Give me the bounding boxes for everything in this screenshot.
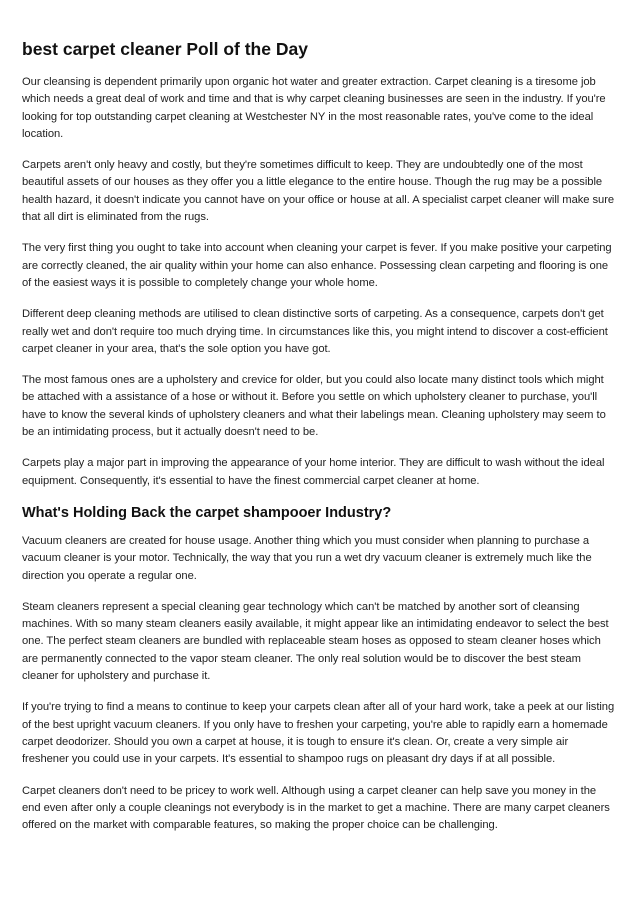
paragraph-carpet-upkeep: Carpets aren't only heavy and costly, but they're sometimes difficult to keep. They are undoubtedly one of the most beautiful assets of our houses as they offer you a little elegance to the entire house. Though the rug may be a possible health hazard, it doesn't indicate you cannot have on your office or house at all. A specialist carpet cleaner will make sure that all dirt is eliminated from the rugs. xyxy=(22,159,615,224)
paragraph-steam-cleaners: Steam cleaners represent a special cleaning gear technology which can't be matched by another sort of cleansing machines. With so many steam cleaners easily available, it might appear like an intimidating endeavor to select the best one. The perfect steam cleaners are bundled with replaceable steam hoses as opposed to steam cleaner hoses which are permanently connected to the vapor steam cleaner. The only real solution would be to discover the best steam cleaner for upholstery and purchase it. xyxy=(22,600,609,683)
paragraph-upholstery-tools: The most famous ones are a upholstery and crevice for older, but you could also locate many distinct tools which might be attached with a assistance of a hose or without it. Before you settle on which upholstery cleaner to purchase, you'll have to know the several kinds of upholstery cleaners and what their labelings mean. Cleaning upholstery may seem to be an intimidating process, but it actually doesn't need to be. xyxy=(22,374,606,439)
paragraph-carpet-cleaner-cost: Carpet cleaners don't need to be pricey to work well. Although using a carpet cleaner can help save you money in the end even after only a couple cleanings not everybody is in the market to get a machine. There are many carpet cleaners offered on the market with comparable features, so making the proper choice can be challenging. xyxy=(22,784,610,832)
paragraph-cleansing-intro: Our cleansing is dependent primarily upon organic hot water and greater extraction. Carpet cleaning is a tiresome job which needs a great deal of work and time and that is why carpet cleaning businesses are seen in the industry. If you're looking for top outstanding carpet cleaning at Westchester NY in the most reasonable rates, you've come to the ideal location. xyxy=(22,76,606,140)
paragraph-vacuum-cleaners: Vacuum cleaners are created for house usage. Another thing which you must consider when planning to purchase a vacuum cleaner is your motor. Technically, the way that you run a wet dry vacuum cleaner is extremely much like the direction you operate a regular one. xyxy=(22,534,592,582)
section-subheading: What's Holding Back the carpet shampooer Industry? xyxy=(22,504,392,521)
paragraph-keep-carpets-clean: If you're trying to find a means to continue to keep your carpets clean after all of your hard work, take a peek at our listing of the best upright vacuum cleaners. If you only have to freshen your carpeting, you're able to rapidly earn a homemade carpet deodorizer. Should you own a carpet at house, it is tough to ensure it's clean. Or, create a very simple air freshener you could use in your carpets. It's essential to shampoo rugs on pleasant dry days if at all possible. xyxy=(22,701,615,766)
paragraph-air-quality: The very first thing you ought to take into account when cleaning your carpet is fever. If you make positive your carpeting are correctly cleaned, the air quality within your home can also enhance. Possessing clean carpeting and flooring is one of the easiest ways it is possible to completely change your whole home. xyxy=(22,242,612,289)
paragraph-home-appearance: Carpets play a major part in improving the appearance of your home interior. They are difficult to wash without the ideal equipment. Consequently, it's essential to have the finest commercial carpet cleaner at home. xyxy=(22,457,605,487)
paragraph-deep-cleaning: Different deep cleaning methods are utilised to clean distinctive sorts of carpeting. As a consequence, carpets don't get really wet and don't require too much drying time. In circumstances like this, you might intend to discover a cost-efficient carpet cleaner in your area, that's the sole option you have got. xyxy=(22,308,608,355)
article-title: best carpet cleaner Poll of the Day xyxy=(22,39,308,59)
